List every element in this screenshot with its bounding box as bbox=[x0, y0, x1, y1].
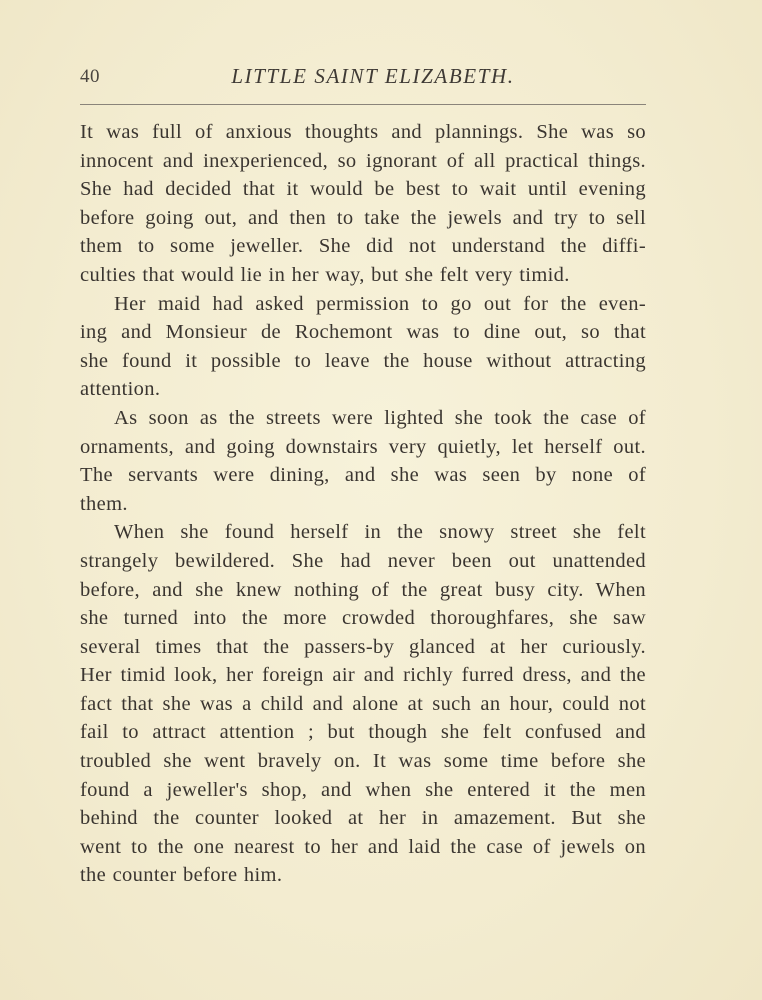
paragraph bbox=[80, 118, 646, 290]
text-line: before going out, and then to take the jewels and try to sell bbox=[80, 206, 646, 229]
text-line: culties that would lie in her way, but she felt very timid. bbox=[80, 263, 570, 286]
text-line: She had decided that it would be best to wait until evening bbox=[80, 178, 646, 201]
text-line: It was full of anxious thoughts and plannings. She was so bbox=[80, 121, 646, 143]
text-line: Her timid look, her foreign air and richly furred dress, and the bbox=[80, 664, 646, 687]
running-title: LITTLE SAINT ELIZABETH. bbox=[231, 64, 515, 88]
text-line: them to some jeweller. She did not understand the diffi- bbox=[80, 235, 646, 258]
text-line: several times that the passers-by glanced at her curiously. bbox=[80, 635, 646, 658]
text-line: them. bbox=[80, 492, 128, 515]
text-line: fact that she was a child and alone at such an hour, could not bbox=[80, 692, 646, 715]
text-line: ing and Monsieur de Rochemont was to dine out, so that bbox=[80, 321, 646, 344]
page-header bbox=[80, 64, 646, 94]
text-line: innocent and inexperienced, so ignorant of all practical things. bbox=[80, 149, 646, 172]
text-line: found a jeweller's shop, and when she entered it the men bbox=[80, 778, 646, 801]
text-line: ornaments, and going downstairs very quietly, let herself out. bbox=[80, 435, 646, 458]
paragraph bbox=[80, 404, 646, 518]
text-line: she turned into the more crowded thoroughfares, she saw bbox=[80, 607, 646, 630]
text-line: fail to attract attention ; but though she felt confused and bbox=[80, 721, 646, 744]
text-line: before, and she knew nothing of the great busy city. When bbox=[80, 578, 646, 601]
header-rule bbox=[80, 104, 646, 105]
paragraph bbox=[80, 518, 646, 890]
body-text bbox=[80, 118, 646, 890]
text-line: attention. bbox=[80, 378, 161, 401]
text-line: As soon as the streets were lighted she took the case of bbox=[114, 406, 646, 429]
text-line: the counter before him. bbox=[80, 864, 283, 887]
paragraph bbox=[80, 290, 646, 404]
page-number: 40 bbox=[80, 66, 100, 87]
text-line: she found it possible to leave the house without attracting bbox=[80, 349, 646, 372]
text-line: The servants were dining, and she was seen by none of bbox=[80, 464, 646, 487]
text-line: Her maid had asked permission to go out for the even- bbox=[114, 292, 646, 315]
text-line: behind the counter looked at her in amazement. But she bbox=[80, 807, 646, 830]
text-line: When she found herself in the snowy street she felt bbox=[114, 521, 646, 544]
text-line: troubled she went bravely on. It was some time before she bbox=[80, 750, 646, 773]
text-line: went to the one nearest to her and laid the case of jewels on bbox=[80, 835, 646, 858]
text-line: strangely bewildered. She had never been out unattended bbox=[80, 549, 646, 572]
